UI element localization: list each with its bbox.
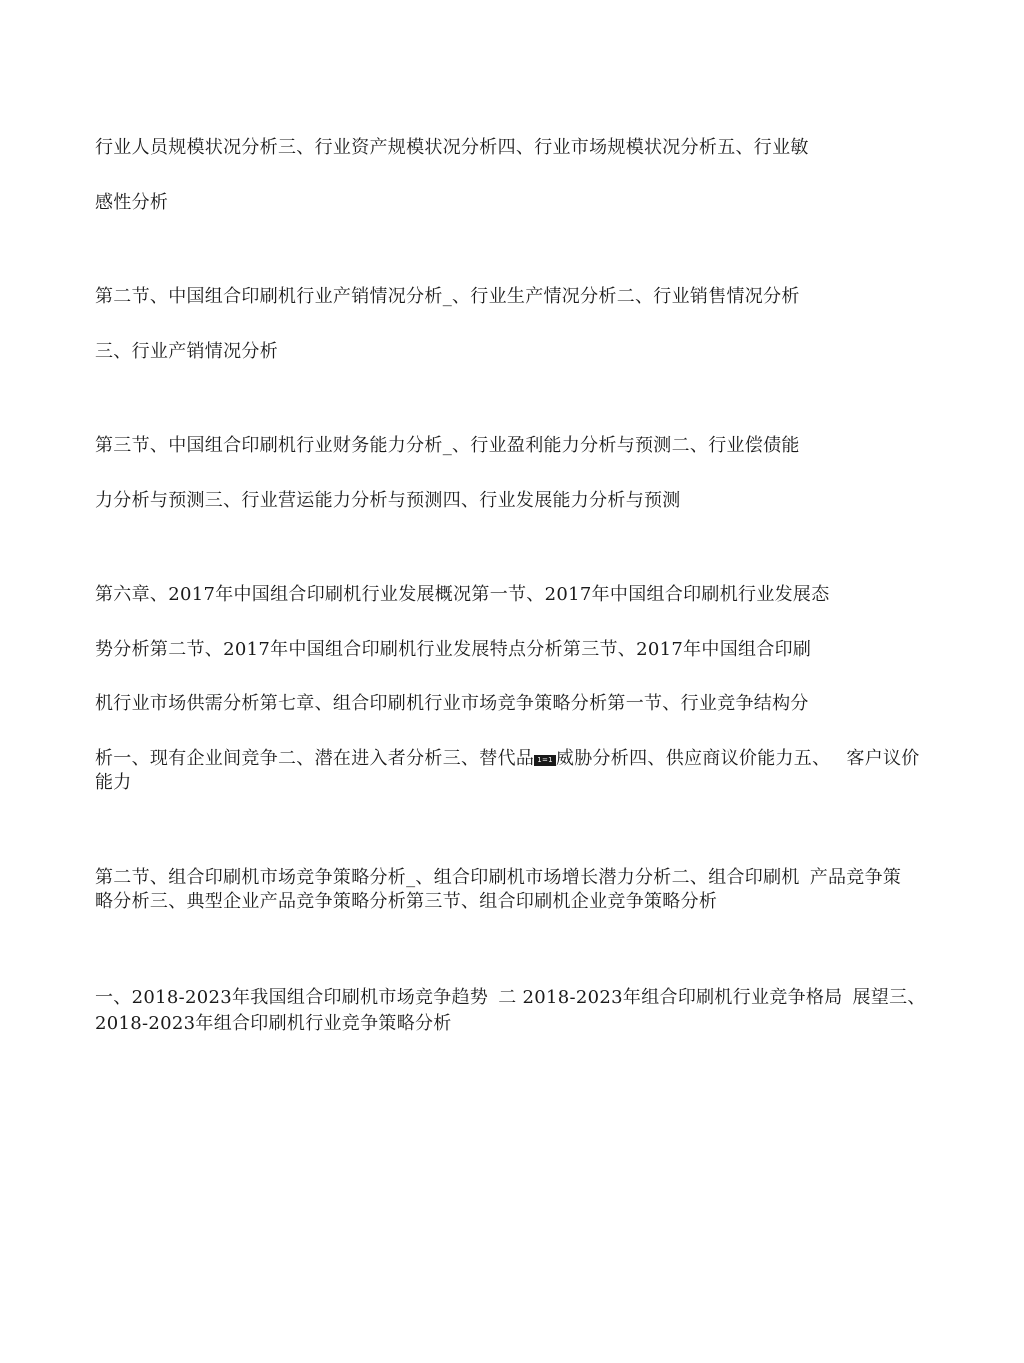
paragraph-5-line-1-tail: 产品竞争策 (809, 867, 902, 888)
paragraph-1-line-1: 行业人员规模状况分析三、行业资产规模状况分析四、行业市场规模状况分析五、行业敏 (95, 137, 809, 158)
paragraph-4-line-1: 第六章、2017年中国组合印刷机行业发展概况第一节、2017年中国组合印刷机行业发展态 (95, 584, 830, 605)
paragraph-5-line-2: 略分析三、典型企业产品竞争策略分析第三节、组合印刷机企业竞争策略分析 (95, 891, 718, 912)
paragraph-4-line-4-before-mark: 析一、现有企业间竞争二、潜在进入者分析三、替代品 (95, 748, 535, 769)
paragraph-4-line-4-after-mark: 威胁分析四、供应商议价能力五、 (555, 748, 831, 769)
paragraph-2-line-1: 第二节、中国组合印刷机行业产销情况分析_、行业生产情况分析二、行业销售情况分析 (95, 286, 800, 307)
paragraph-2-line-2: 三、行业产销情况分析 (95, 341, 278, 362)
paragraph-3-line-1: 第三节、中国组合印刷机行业财务能力分析_、行业盈利能力分析与预测二、行业偿债能 (95, 435, 800, 456)
paragraph-5-line-1-head: 第二节、组合印刷机市场竞争策略分析_、组合印刷机市场增长潜力分析二、组合印刷机 (95, 867, 800, 888)
paragraph-5-line-1 (95, 866, 901, 890)
paragraph-4-line-2: 势分析第二节、2017年中国组合印刷机行业发展特点分析第三节、2017年中国组合印刷 (95, 639, 812, 660)
paragraph-6-line-2: 2018-2023年组合印刷机行业竞争策略分析 (95, 1013, 452, 1034)
paragraph-4-line-4-tail: 客户议价 (846, 748, 920, 769)
paragraph-1-line-2: 感性分析 (95, 192, 169, 213)
paragraph-6-line-1-part-1: 一、2018-2023年我国组合印刷机市场竞争趋势 (95, 987, 489, 1008)
paragraph-6-line-1 (95, 986, 926, 1010)
paragraph-4-line-3: 机行业市场供需分析第七章、组合印刷机行业市场竞争策略分析第一节、行业竞争结构分 (95, 693, 809, 714)
paragraph-4-line-4 (95, 747, 920, 771)
paragraph-3-line-2: 力分析与预测三、行业营运能力分析与预测四、行业发展能力分析与预测 (95, 490, 681, 511)
paragraph-6-line-1-part-2: 二 2018-2023年组合印刷机行业竞争格局 (498, 987, 843, 1008)
paragraph-4-line-5: 能力 (95, 772, 132, 793)
inline-mark-badge: 1=1 (534, 755, 556, 766)
paragraph-6-line-1-part-3: 展望三、 (852, 987, 926, 1008)
